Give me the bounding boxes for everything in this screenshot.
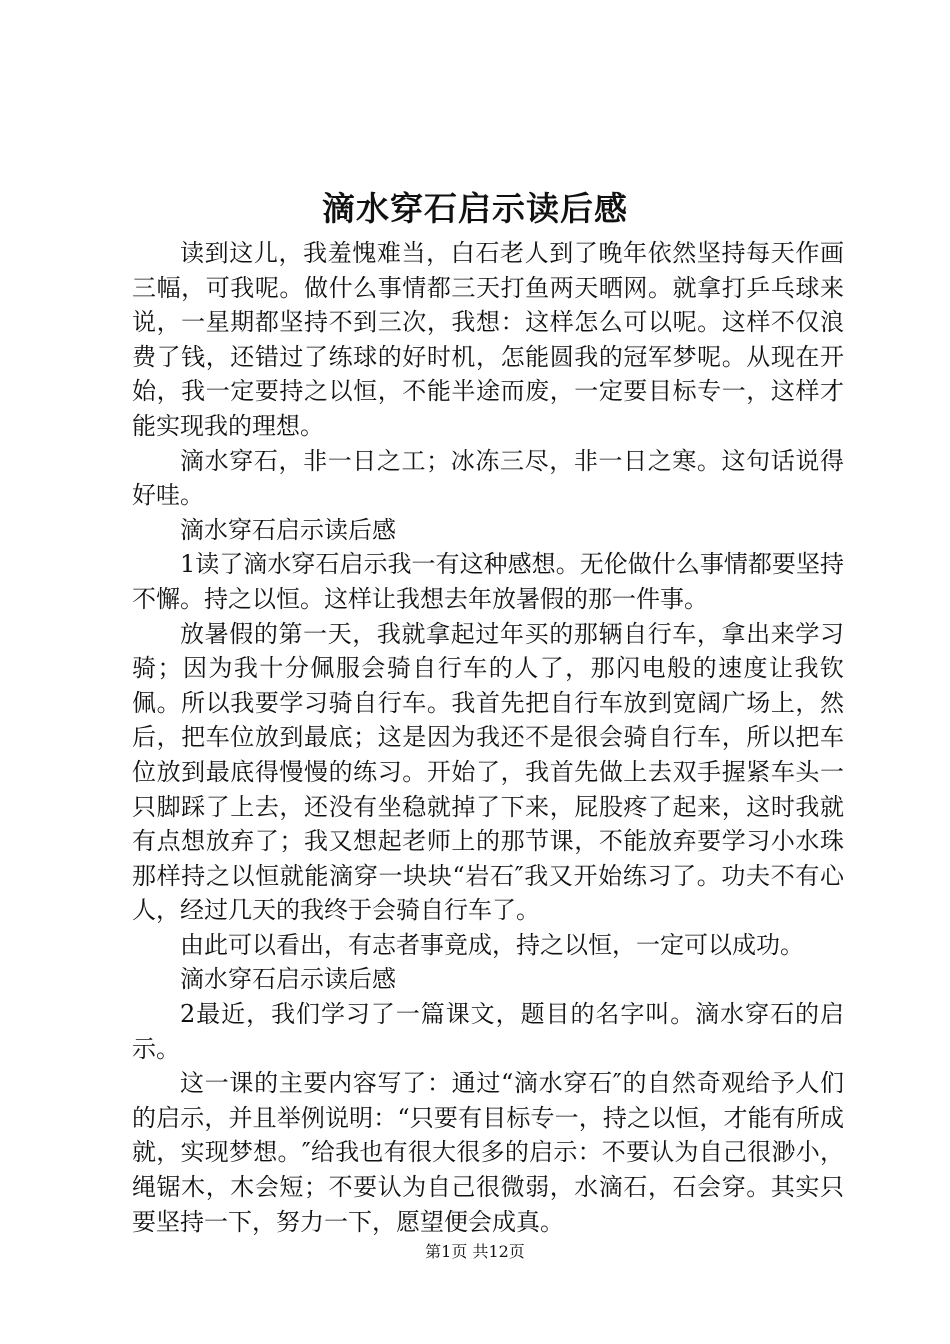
page-number: 第1页 共12页 (425, 1242, 525, 1261)
paragraph: 滴水穿石，非一日之工；冰冻三尽，非一日之寒。这句话说得好哇。 (132, 446, 844, 510)
paragraph: 2最近，我们学习了一篇课文，题目的名字叫。滴水穿石的启示。 (132, 1000, 844, 1063)
paragraph: 这一课的主要内容写了：通过“滴水穿石″的自然奇观给予人们的启示，并且举例说明：“只要有目标专一，持之以恒，才能有所成就，实现梦想。″给我也有很大很多的启示：不要认为自己很渺小，绳锯木，木会短；不要认为自己很微弱，水滴石，石会穿。其实只要坚持一下，努力一下，愿望便会成真。 (132, 1069, 844, 1236)
document-title: 滴水穿石启示读后感 (322, 189, 628, 228)
page-footer (0, 1241, 950, 1263)
paragraph: 1读了滴水穿石启示我一有这种感想。无伦做什么事情都要坚持不懈。持之以恒。这样让我想去年放暑假的那一件事。 (132, 550, 844, 613)
section-heading: 滴水穿石启示读后感 (180, 515, 396, 544)
paragraph: 读到这儿，我羞愧难当，白石老人到了晚年依然坚持每天作画三幅，可我呢。做什么事情都三天打鱼两天晒网。就拿打乒乓球来说，一星期都坚持不到三次，我想：这样怎么可以呢。这样不仅浪费了钱，还错过了练球的好时机，怎能圆我的冠军梦呢。从现在开始，我一定要持之以恒，不能半途而废，一定要目标专一，这样才能实现我的理想。 (132, 239, 844, 440)
document-body (132, 236, 844, 1239)
paragraph: 放暑假的第一天，我就拿起过年买的那辆自行车，拿出来学习骑；因为我十分佩服会骑自行车的人了，那闪电般的速度让我钦佩。所以我要学习骑自行车。我首先把自行车放到宽阔广场上，然后，把车位放到最底；这是因为我还不是很会骑自行车，所以把车位放到最底得慢慢的练习。开始了，我首先做上去双手握紧车头一只脚踩了上去，还没有坐稳就掉了下来，屁股疼了起来，这时我就有点想放弃了；我又想起老师上的那节课，不能放弃要学习小水珠那样持之以恒就能滴穿一块块“岩石″我又开始练习了。功夫不有心人，经过几天的我终于会骑自行车了。 (132, 619, 844, 925)
section-heading: 滴水穿石启示读后感 (180, 965, 396, 994)
paragraph: 由此可以看出，有志者事竟成，持之以恒，一定可以成功。 (180, 930, 804, 959)
